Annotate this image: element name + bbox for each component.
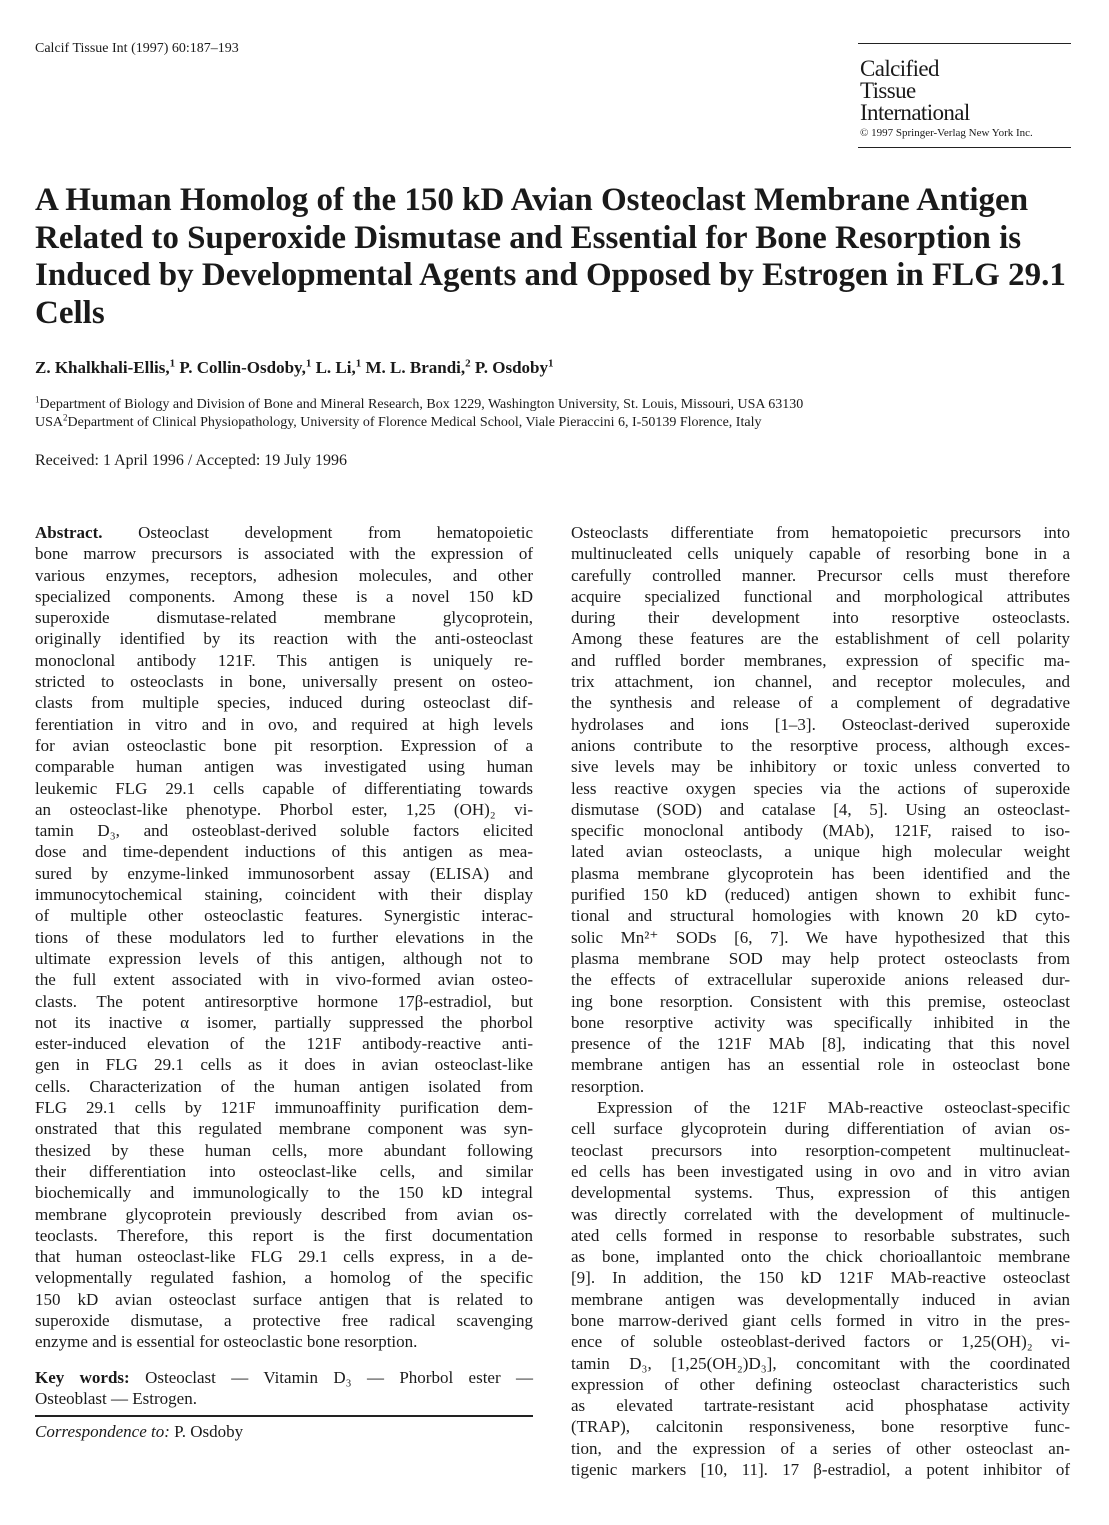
paper-title: A Human Homolog of the 150 kD Avian Osteoclast Membrane Antigen Related to Superoxide Dismutase and Essential for Bone Resorption is Induced by Developmental Agents and Opposed by Estrogen in FLG 29.1 Cells (35, 182, 1066, 331)
abstract-line (35, 969, 533, 990)
abstract-line (35, 543, 533, 564)
line-text: Among these features are the establishment of cell polarity (571, 629, 1070, 649)
line-text: superoxide dismutase-related membrane glycoprotein, (35, 608, 533, 628)
affiliation-marker: 1 (169, 357, 176, 370)
line-text: lated avian osteoclasts, a unique high molecular weight (571, 842, 1070, 862)
line-text: leukemic FLG 29.1 cells capable of differentiating towards (35, 778, 533, 798)
correspondence-label: Correspondence to: (35, 1422, 170, 1441)
line-text: Osteoclast development from hematopoietic (102, 523, 533, 542)
body-line (571, 1097, 1070, 1118)
journal-name-line-2: Tissue (860, 78, 916, 103)
abstract-line (35, 1267, 533, 1288)
affiliation-marker: 2 (465, 357, 471, 370)
body-line (571, 1374, 1070, 1395)
abstract-line (35, 948, 533, 969)
line-text: Osteoclasts differentiate from hematopoietic precursors into (571, 523, 1070, 542)
abstract-line (35, 1033, 533, 1054)
line-text: ated cells formed in response to resorbable substrates, such (571, 1225, 1070, 1245)
line-text: teoclasts. Therefore, this report is the first documentation (35, 1225, 533, 1245)
body-line (571, 1182, 1070, 1203)
body-line (571, 628, 1070, 649)
line-text: an osteoclast-like phenotype. Phorbol ester, 1,25 (OH)₂ vi- (35, 799, 533, 819)
affiliation-marker: 1 (547, 357, 554, 370)
journal-name-line-1: Calcified (860, 56, 939, 81)
body-line (571, 692, 1070, 713)
correspondence-note (35, 1422, 243, 1442)
line-text: biochemically and immunologically to the 150 kD integral (35, 1183, 533, 1203)
body-line (571, 820, 1070, 841)
line-text: membrane glycoprotein previously described from avian os- (35, 1204, 533, 1224)
line-text: thesized by these human cells, more abundant following (35, 1140, 533, 1160)
line-text: sive levels may be inhibitory or toxic unless converted to (571, 757, 1070, 777)
footnote-divider (35, 1415, 533, 1417)
abstract-line (35, 820, 533, 841)
abstract-line (35, 650, 533, 671)
line-text: tamin D₃, and osteoblast-derived soluble factors elicited (35, 821, 533, 841)
line-text: (TRAP), calcitonin responsiveness, bone resorptive func- (571, 1417, 1070, 1437)
line-text: specific monoclonal antibody (MAb), 121F, raised to iso- (571, 821, 1070, 841)
affiliation-marker: 1 (355, 357, 362, 370)
line-text: presence of the 121F MAb [8], indicating that this novel (571, 1034, 1070, 1054)
journal-logo-block (858, 43, 1071, 148)
line-text: the synthesis and release of a complement of degradative (571, 693, 1070, 713)
line-text: during their development into resorptive osteoclasts. (571, 608, 1070, 628)
body-line (571, 756, 1070, 777)
line-text: gen in FLG 29.1 cells as it does in avian osteoclast-like (35, 1055, 533, 1075)
line-text: plasma membrane glycoprotein has been identified and the (571, 863, 1070, 883)
body-line (571, 565, 1070, 586)
line-text: was directly correlated with the development of multinucle- (571, 1204, 1070, 1224)
line-text: carefully controlled manner. Precursor cells must therefore (571, 565, 1070, 585)
affiliation-line (35, 414, 1085, 432)
line-text: purified 150 kD (reduced) antigen shown to exhibit func- (571, 885, 1070, 905)
line-text: stricted to osteoclasts in bone, universally present on osteo- (35, 672, 533, 692)
abstract-line (35, 1012, 533, 1033)
line-text: acquire specialized functional and morphological attributes (571, 586, 1070, 606)
abstract-line (35, 1225, 533, 1246)
author-name: M. L. Brandi, (365, 358, 466, 377)
line-text: bone resorptive activity was specifically inhibited in the (571, 1012, 1070, 1032)
divider (858, 147, 1071, 148)
line-text: tamin D₃, [1,25(OH₂)D₃], concomitant with the coordinated (571, 1353, 1070, 1373)
abstract-line (35, 671, 533, 692)
line-text: ence of soluble osteoblast-derived factors or 1,25(OH)₂ vi- (571, 1332, 1070, 1352)
copyright-notice: © 1997 Springer-Verlag New York Inc. (860, 127, 1033, 139)
body-line (571, 884, 1070, 905)
body-line (571, 1246, 1070, 1267)
body-line (571, 1140, 1070, 1161)
abstract-line (35, 1140, 533, 1161)
line-text: various enzymes, receptors, adhesion molecules, and other (35, 565, 533, 585)
line-text: immunocytochemical staining, coincident with their display (35, 885, 533, 905)
line-text: and ruffled border membranes, expression of specific ma- (571, 650, 1070, 670)
line-text: of multiple other osteoclastic features. Synergistic interac- (35, 906, 533, 926)
line-text: ester-induced elevation of the 121F antibody-reactive anti- (35, 1034, 533, 1054)
line-text: bone marrow-derived giant cells formed in vitro in the pres- (571, 1310, 1070, 1330)
author-name: L. Li, (315, 358, 356, 377)
line-text: cell surface glycoprotein during differentiation of avian os- (571, 1119, 1070, 1139)
line-text: expression of other defining osteoclast characteristics such (571, 1374, 1070, 1394)
body-line (571, 735, 1070, 756)
line-text: cells. Characterization of the human antigen isolated from (35, 1076, 533, 1096)
body-line (571, 671, 1070, 692)
line-text: 150 kD avian osteoclast surface antigen that is related to (35, 1289, 533, 1309)
abstract-line (35, 1182, 533, 1203)
affiliation-line (35, 396, 1085, 414)
body-line (571, 799, 1070, 820)
line-text: less reactive oxygen species via the actions of superoxide (571, 778, 1070, 798)
abstract-line (35, 799, 533, 820)
affiliation-text: USA (35, 415, 64, 430)
abstract-line (35, 735, 533, 756)
line-text: hydrolases and ions [1–3]. Osteoclast-derived superoxide (571, 714, 1070, 734)
abstract-line (35, 1331, 533, 1352)
body-line (571, 714, 1070, 735)
keywords-line (35, 1367, 533, 1388)
line-text: comparable human antigen was investigated using human (35, 757, 533, 777)
line-text: the effects of extracellular superoxide anions released dur- (571, 970, 1070, 990)
abstract-line (35, 586, 533, 607)
abstract-line (35, 756, 533, 777)
body-line (571, 1225, 1070, 1246)
line-text: dismutase (SOD) and catalase [4, 5]. Using an osteoclast- (571, 799, 1070, 819)
line-text: the full extent associated with in vivo-formed avian osteo- (35, 970, 533, 990)
affiliation-marker: 1 (35, 394, 40, 405)
body-line (571, 841, 1070, 862)
abstract-line (35, 1097, 533, 1118)
line-text: originally identified by its reaction with the anti-osteoclast (35, 629, 533, 649)
body-line (571, 607, 1070, 628)
line-text: for avian osteoclastic bone pit resorption. Expression of a (35, 735, 533, 755)
line-text: bone marrow precursors is associated with the expression of (35, 544, 533, 564)
abstract-line (35, 607, 533, 628)
abstract-line (35, 927, 533, 948)
line-text: solic Mn²⁺ SODs [6, 7]. We have hypothesized that this (571, 927, 1070, 947)
body-line (571, 586, 1070, 607)
line-text: [9]. In addition, the 150 kD 121F MAb-reactive osteoclast (571, 1268, 1070, 1288)
line-text: teoclast precursors into resorption-competent multinucleat- (571, 1140, 1070, 1160)
affiliation-marker: 2 (63, 412, 68, 423)
body-line (571, 1459, 1070, 1480)
line-text: ultimate expression levels of this antigen, although not to (35, 948, 533, 968)
abstract-line (35, 1289, 533, 1310)
keywords-line (35, 1388, 533, 1409)
body-line (571, 927, 1070, 948)
body-line (571, 863, 1070, 884)
body-line (571, 1267, 1070, 1288)
line-text: monoclonal antibody 121F. This antigen is uniquely re- (35, 650, 533, 670)
line-text: as elevated tartrate-resistant acid phosphatase activity (571, 1396, 1070, 1416)
abstract-line (35, 692, 533, 713)
line-text: superoxide dismutase, a protective free radical scavenging (35, 1310, 533, 1330)
line-text: Osteoblast — Estrogen. (35, 1388, 197, 1408)
abstract-line (35, 714, 533, 735)
line-text: FLG 29.1 cells by 121F immunoaffinity purification dem- (35, 1098, 533, 1118)
abstract-line (35, 1054, 533, 1075)
body-line (571, 1161, 1070, 1182)
line-text: Osteoclast — Vitamin D₃ — Phorbol ester — (129, 1367, 533, 1387)
abstract-line (35, 841, 533, 862)
abstract-line (35, 1204, 533, 1225)
line-text: clasts. The potent antiresorptive hormone 17β-estradiol, but (35, 991, 533, 1011)
affiliation-marker: 1 (305, 357, 312, 370)
abstract-line (35, 863, 533, 884)
paragraph-gap (35, 1353, 533, 1367)
abstract-line (35, 884, 533, 905)
body-line (571, 1395, 1070, 1416)
body-line (571, 1076, 1070, 1097)
divider (858, 43, 1071, 44)
line-text: specialized components. Among these is a novel 150 kD (35, 586, 533, 606)
author-name: Z. Khalkhali-Ellis, (35, 358, 170, 377)
line-text: not its inactive α isomer, partially suppressed the phorbol (35, 1012, 533, 1032)
author-list (35, 358, 553, 378)
body-line (571, 1012, 1070, 1033)
line-text: onstrated that this regulated membrane component was syn- (35, 1119, 533, 1139)
line-text: ing bone resorption. Consistent with this premise, osteoclast (571, 991, 1070, 1011)
line-text: ferentiation in vitro and in ovo, and required at high levels (35, 714, 533, 734)
line-text: tigenic markers [10, 11]. 17 β-estradiol, a potent inhibitor of (571, 1460, 1070, 1480)
line-text: that human osteoclast-like FLG 29.1 cells express, in a de- (35, 1247, 533, 1267)
line-text: velopmentally regulated fashion, a homolog of the specific (35, 1268, 533, 1288)
body-line (571, 1118, 1070, 1139)
abstract-line (35, 1118, 533, 1139)
journal-name-line-3: International (860, 100, 970, 125)
body-line (571, 543, 1070, 564)
abstract-line (35, 1310, 533, 1331)
author-name: P. Collin-Osdoby, (179, 358, 306, 377)
abstract-line (35, 905, 533, 926)
line-text: tion, and the expression of a series of other osteoclast an- (571, 1438, 1070, 1458)
line-text: plasma membrane SOD may help protect osteoclasts from (571, 948, 1070, 968)
author-name: P. Osdoby (474, 358, 548, 377)
line-text: as bone, implanted onto the chick chorioallantoic membrane (571, 1247, 1070, 1267)
body-line (571, 1033, 1070, 1054)
line-text: sured by enzyme-linked immunosorbent assay (ELISA) and (35, 863, 533, 883)
body-line (571, 778, 1070, 799)
abstract-line (35, 1161, 533, 1182)
body-line (571, 905, 1070, 926)
line-text: their differentiation into osteoclast-like cells, and similar (35, 1161, 533, 1181)
abstract-line (35, 628, 533, 649)
body-line (571, 1331, 1070, 1352)
line-text: resorption. (571, 1076, 645, 1096)
line-text: tions of these modulators led to further elevations in the (35, 927, 533, 947)
line-text: trix attachment, ion channel, and receptor molecules, and (571, 672, 1070, 692)
body-line (571, 1054, 1070, 1075)
keywords-label: Key words: (35, 1367, 130, 1387)
affiliations (35, 396, 1085, 432)
body-line (571, 948, 1070, 969)
line-text: membrane antigen was developmentally induced in avian (571, 1289, 1070, 1309)
abstract-column (35, 522, 533, 1409)
abstract-line (35, 1246, 533, 1267)
body-line (571, 1204, 1070, 1225)
line-text: developmental systems. Thus, expression of this antigen (571, 1183, 1070, 1203)
line-text: membrane antigen has an essential role in osteoclast bone (571, 1055, 1070, 1075)
abstract-line (35, 778, 533, 799)
affiliation-text: Department of Biology and Division of Bone and Mineral Research, Box 1229, Washington University, St. Louis, Missouri, USA 63130 (39, 397, 804, 412)
body-line (571, 991, 1070, 1012)
body-line (571, 650, 1070, 671)
line-text: Expression of the 121F MAb-reactive osteoclast-specific (597, 1098, 1070, 1118)
correspondence-name: P. Osdoby (169, 1422, 244, 1441)
line-text: clasts from multiple species, induced during osteoclast dif- (35, 693, 533, 713)
body-line (571, 1416, 1070, 1437)
body-line (571, 1438, 1070, 1459)
line-text: dose and time-dependent inductions of this antigen as mea- (35, 842, 533, 862)
body-line (571, 522, 1070, 543)
line-text: tional and structural homologies with known 20 kD cyto- (571, 906, 1070, 926)
line-text: anions contribute to the resorptive process, although exces- (571, 735, 1070, 755)
abstract-line (35, 1076, 533, 1097)
abstract-line (35, 565, 533, 586)
journal-citation: Calcif Tissue Int (1997) 60:187–193 (35, 41, 239, 56)
abstract-line (35, 522, 533, 543)
body-line (571, 969, 1070, 990)
body-line (571, 1310, 1070, 1331)
line-text: enzyme and is essential for osteoclastic bone resorption. (35, 1332, 418, 1352)
abstract-label: Abstract. (35, 523, 103, 542)
abstract-line (35, 991, 533, 1012)
received-dates: Received: 1 April 1996 / Accepted: 19 July 1996 (35, 452, 347, 469)
body-column (571, 522, 1070, 1480)
line-text: multinucleated cells uniquely capable of resorbing bone in a (571, 544, 1070, 564)
affiliation-text: Department of Clinical Physiopathology, University of Florence Medical School, Viale Pieraccini 6, I-50139 Florence, Italy (67, 415, 762, 430)
body-line (571, 1289, 1070, 1310)
line-text: ed cells has been investigated using in ovo and in vitro avian (571, 1161, 1070, 1181)
body-line (571, 1353, 1070, 1374)
